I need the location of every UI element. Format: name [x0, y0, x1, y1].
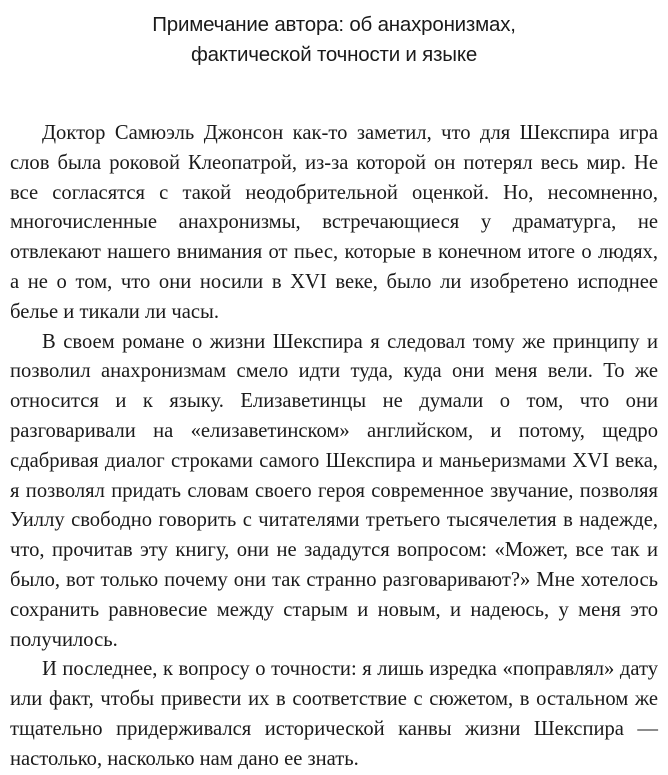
paragraph-1: Доктор Самюэль Джонсон как-то заметил, что для Шекспира игра слов была роковой Клеопатрой, из-за которой он потерял весь мир. Не все согласятся с такой неодобрительной оценкой. Но, несомненно, многочисленные анахронизмы, встречающиеся у драматурга, не отвлекают нашего внимания от пьес, которые в конечном итоге о людях, а не о том, что они носили в XVI веке, было ли изобретено исподнее белье и тикали ли часы.: [10, 122, 658, 323]
chapter-body: [10, 119, 658, 775]
paragraph-3: И последнее, к вопросу о точности: я лишь изредка «поправлял» дату или факт, чтобы привести их в соответствие с сюжетом, в остальном же тщательно придерживался исторической канвы жизни Шекспира — настолько, насколько нам дано ее знать.: [10, 658, 658, 770]
chapter-title-line-2: фактической точности и языке: [190, 43, 478, 66]
chapter-title-line-1: Примечание автора: об анахронизмах,: [152, 13, 516, 36]
paragraph-2: В своем романе о жизни Шекспира я следовал тому же принципу и позволил анахронизмам смело идти туда, куда они меня вели. То же относится и к языку. Елизаветинцы не думали о том, что они разговаривали на «елизаветинском» английском, и потому, щедро сдабривая диалог строками самого Шекспира и маньеризмами XVI века, я позволял придать словам своего героя современное звучание, позволяя Уиллу свободно говорить с читателями третьего тысячелетия в надежде, что, прочитав эту книгу, они не зададутся вопросом: «Может, все так и было, вот только почему они так странно разговаривают?» Мне хотелось сохранить равновесие между старым и новым, и надеюсь, у меня это получилось.: [10, 330, 658, 651]
chapter-title: [0, 10, 668, 70]
